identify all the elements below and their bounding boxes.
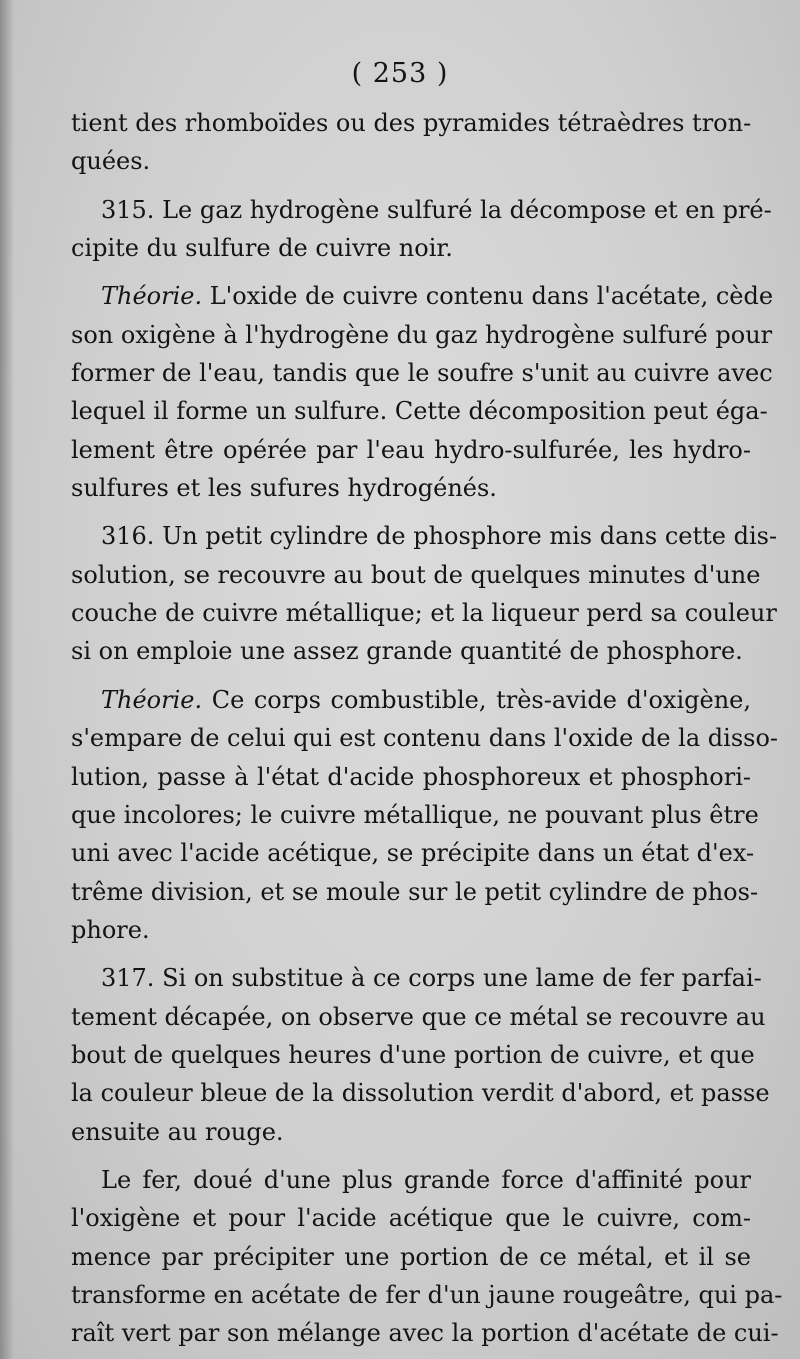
text-segment: Ce corps combustible, très-avide d'oxigène,	[202, 685, 751, 714]
text-line: lequel il forme un sulfure. Cette décomposition peut éga-	[71, 397, 768, 426]
text-line: lement être opérée par l'eau hydro-sulfurée, les hydro-	[71, 435, 751, 464]
text-line: que incolores; le cuivre métallique, ne pouvant plus être	[71, 800, 759, 829]
text-line: lution, passe à l'état d'acide phosphoreux et phosphori-	[71, 762, 751, 791]
text-line: 316. Un petit cylindre de phosphore mis dans cette dis-	[101, 522, 778, 551]
body-text	[71, 104, 783, 1353]
text-line: sulfures et les sufures hydrogénés.	[71, 474, 497, 503]
text-segment: L'oxide de cuivre contenu dans l'acétate, cède	[202, 282, 774, 311]
text-line	[71, 277, 774, 315]
theorie-label: Théorie.	[101, 282, 203, 311]
text-line: s'empare de celui qui est contenu dans l'oxide de la disso-	[71, 724, 779, 753]
text-line: cipite du sulfure de cuivre noir.	[71, 234, 453, 263]
text-line: 315. Le gaz hydrogène sulfuré la décompose et en pré-	[101, 195, 772, 224]
text-line: son oxigène à l'hydrogène du gaz hydrogène sulfuré pour	[71, 320, 773, 349]
text-line: si on emploie une assez grande quantité de phosphore.	[71, 637, 743, 666]
text-line: transforme en acétate de fer d'un jaune rougeâtre, qui pa-	[71, 1280, 783, 1309]
text-line: bout de quelques heures d'une portion de cuivre, et que	[71, 1040, 755, 1069]
text-line: uni avec l'acide acétique, se précipite dans un état d'ex-	[71, 839, 755, 868]
theorie-label: Théorie.	[101, 685, 203, 714]
text-line: trême division, et se moule sur le petit cylindre de phos-	[71, 877, 759, 906]
text-line: mence par précipiter une portion de ce métal, et il se	[71, 1242, 751, 1271]
text-line: raît vert par son mélange avec la portion d'acétate de cui-	[71, 1319, 779, 1348]
text-line: Le fer, doué d'une plus grande force d'affinité pour	[101, 1165, 751, 1194]
text-line: phore.	[71, 915, 150, 944]
text-line: solution, se recouvre au bout de quelques minutes d'une	[71, 560, 761, 589]
text-line	[71, 681, 751, 719]
text-line: l'oxigène et pour l'acide acétique que le cuivre, com-	[71, 1204, 751, 1233]
text-line: couche de cuivre métallique; et la liqueur perd sa couleur	[71, 599, 777, 628]
text-line: 317. Si on substitue à ce corps une lame de fer parfai-	[101, 964, 762, 993]
text-line: quées.	[71, 147, 151, 176]
text-line: former de l'eau, tandis que le soufre s'unit au cuivre avec	[71, 359, 773, 388]
text-line: la couleur bleue de la dissolution verdit d'abord, et passe	[71, 1079, 770, 1108]
page-number: ( 253 )	[351, 58, 449, 89]
text-line: ensuite au rouge.	[71, 1117, 284, 1146]
text-line: tement décapée, on observe que ce métal se recouvre au	[71, 1002, 766, 1031]
page-edge-shadow	[0, 0, 14, 1359]
text-line: tient des rhomboïdes ou des pyramides tétraèdres tron-	[71, 109, 752, 137]
